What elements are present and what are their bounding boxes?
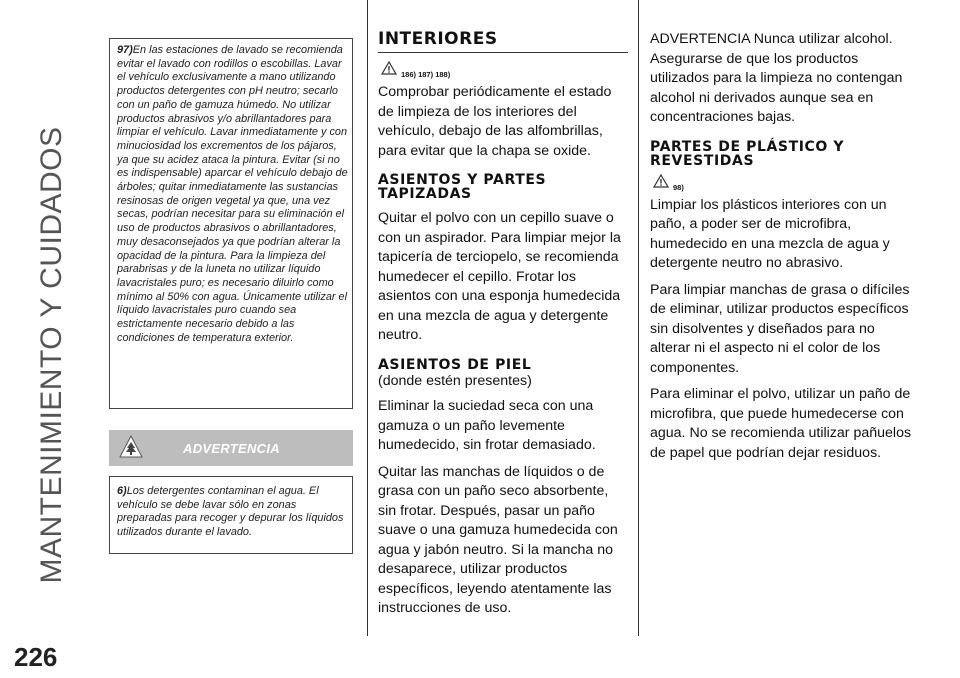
heading-piel: ASIENTOS DE PIEL xyxy=(378,356,532,373)
warning-header xyxy=(109,430,353,466)
paragraph-plastico-1: Limpiar los plásticos interiores con un paño, a poder ser de microfibra, humedecido en una mezcla de agua y detergente neutro no abrasivo. xyxy=(650,196,890,271)
paragraph-tapizadas: Quitar el polvo con un cepillo suave o con un aspirador. Para limpiar mejor la tapicería de terciopelo, se recomienda humedecer el cepillo. Frotar los asientos con una esponja humedecida en una mezcla de agua y detergente neutro. xyxy=(378,210,621,343)
note-ref: 97) xyxy=(117,44,133,56)
warning-text: Los detergentes contaminan el agua. El vehículo se debe lavar sólo en zonas preparadas para recoger y depurar los líquidos utilizados durante el lavado. xyxy=(117,485,344,539)
warning-triangle-icon xyxy=(653,174,669,188)
heading-tapizadas-line1: ASIENTOS Y PARTES xyxy=(378,172,547,188)
heading-piel-subtitle: (donde estén presentes) xyxy=(378,372,532,389)
refs-text: 98) xyxy=(673,182,684,192)
column-divider-right xyxy=(638,0,639,636)
heading-interiores: INTERIORES xyxy=(378,29,498,49)
paragraph-interiores: Comprobar periódicamente el estado de limpieza de los interiores del vehículo, debajo de las alfombrillas, para evitar que la chapa se oxide. xyxy=(378,84,612,159)
section-side-title-text: MANTENIMIENTO Y CUIDADOS xyxy=(35,126,68,584)
warning-box-6 xyxy=(109,476,353,554)
note-text: En las estaciones de lavado se recomienda evitar el lavado con rodillos o escobillas. Lavar el vehículo exclusivamente a mano utilizando productos detergentes con pH neutro; secarlo con un paño de gamuza húmedo. No utilizar productos abrasivos y/o abrillantadores para limpiar el vehículo. Lavar inmediatamente y con minuciosidad los excrementos de los pájaros, ya que su acidez ataca la pintura. Evitar (si no es indispensable) aparcar el vehículo debajo de árboles; quitar inmediatamente las sustancias resinosas de origen vegetal ya que, una vez secas, podrían necesitar para su eliminación el uso de productos abrasivos o abrillantadores, muy desaconsejados ya que podrían alterar la opacidad de la pintura. Para la limpieza del parabrisas y de la luneta no utilizar líquido lavacristales puro; es necesario diluirlo como mínimo al 50% con agua. Únicamente utilizar el líquido lavacristales puro cuando sea estrictamente necesario debido a las condiciones de temperatura exterior. xyxy=(117,44,348,344)
middle-column xyxy=(378,30,628,626)
paragraph-advertencia-alcohol: ADVERTENCIA Nunca utilizar alcohol. Asegurarse de que los productos utilizados para la limpieza no contengan alcohol ni derivados aunque sea en concentraciones bajas. xyxy=(650,31,903,125)
paragraph-plastico-3: Para eliminar el polvo, utilizar un paño de microfibra, que puede humedecerse con agua. No se recomienda utilizar pañuelos de papel que podrían dejar residuos. xyxy=(650,386,912,461)
warning-title: ADVERTENCIA xyxy=(183,441,280,456)
paragraph-piel-1: Eliminar la suciedad seca con una gamuza o un paño levemente humedecido, sin frotar demasiado. xyxy=(378,398,596,453)
column-divider-left xyxy=(367,0,368,636)
warning-triangle-icon xyxy=(381,61,397,75)
heading-plastico-line1: PARTES DE PLÁSTICO Y xyxy=(650,138,845,155)
heading-rule xyxy=(378,52,628,53)
environment-tree-icon xyxy=(119,435,143,459)
refs-plastico xyxy=(653,172,912,192)
heading-tapizadas-line2: TAPIZADAS xyxy=(378,186,472,202)
note-box-97 xyxy=(109,38,353,409)
warning-ref: 6) xyxy=(117,485,127,497)
refs-interiores xyxy=(381,59,628,79)
paragraph-piel-2: Quitar las manchas de líquidos o de grasa con un paño seco absorbente, sin frotar. Después, pasar un paño suave o una gamuza humedecida con agua y jabón neutro. Si la mancha no desaparece, utilizar productos específicos, leyendo atentamente las instrucciones de uso. xyxy=(378,463,618,616)
right-column xyxy=(650,30,912,470)
paragraph-plastico-2: Para limpiar manchas de grasa o difíciles de eliminar, utilizar productos específicos sin disolventes y diseñados para no alterar ni el aspecto ni el color de los componentes. xyxy=(650,281,910,376)
heading-plastico-line2: REVESTIDAS xyxy=(650,152,755,169)
page-number: 226 xyxy=(14,642,58,672)
refs-text: 186) 187) 188) xyxy=(401,70,451,79)
